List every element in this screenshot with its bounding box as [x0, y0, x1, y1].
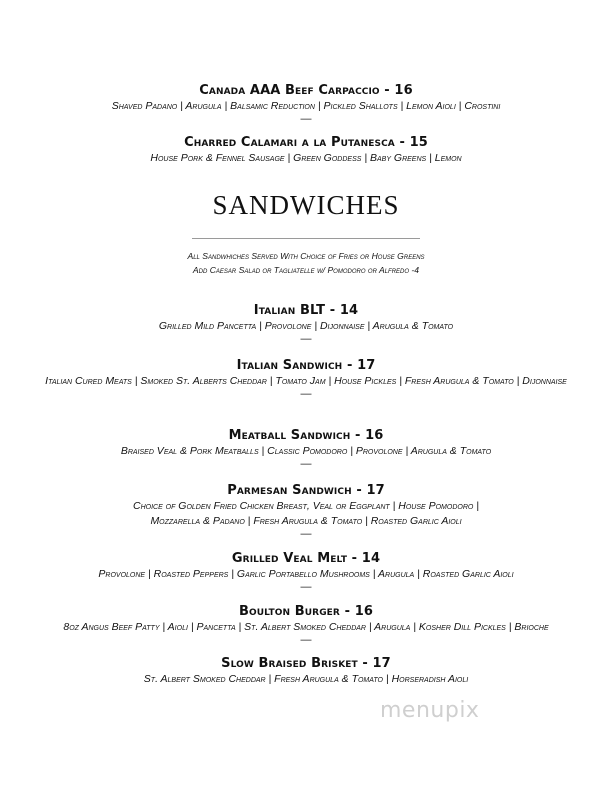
item-description: Provolone | Roasted Peppers | Garlic Portabello Mushrooms | Arugula | Roasted Garlic Aioli	[98, 568, 514, 580]
item-title: Italian BLT - 14	[253, 303, 359, 318]
item-separator: —	[300, 581, 312, 593]
item-description: 8oz Angus Beef Patty | Aioli | Pancetta | St. Albert Smoked Cheddar | Arugula | Kosher Dill Pickles | Brioche	[63, 621, 549, 633]
section-note: Add Caesar Salad or Tagliatelle w/ Pomodoro or Alfredo -4	[192, 265, 420, 275]
item-title: Parmesan Sandwich - 17	[227, 483, 385, 498]
item-description: House Pork & Fennel Sausage | Green Goddess | Baby Greens | Lemon	[150, 152, 462, 164]
item-description: Grilled Mild Pancetta | Provolone | Dijonnaise | Arugula & Tomato	[158, 320, 454, 332]
item-title: Italian Sandwich - 17	[236, 358, 376, 373]
item-title: Canada AAA Beef Carpaccio - 16	[199, 83, 413, 98]
item-description: Choice of Golden Fried Chicken Breast, Veal or Eggplant | House Pomodoro | Mozzarella & Padano | Fresh Arugula & Tomato | Roasted Garlic Aioli	[133, 500, 479, 527]
item-title: Slow Braised Brisket - 17	[221, 656, 391, 671]
item-separator: —	[300, 458, 312, 470]
item-separator: —	[300, 528, 312, 540]
menu-item-parmesan-sandwich	[0, 483, 612, 539]
menu-item-beef-carpaccio	[0, 83, 612, 124]
item-title: Boulton Burger - 16	[238, 604, 373, 619]
item-title: Grilled Veal Melt - 14	[231, 551, 381, 566]
menu-item-slow-braised-brisket	[0, 656, 612, 687]
item-separator: —	[300, 388, 312, 400]
item-title: Meatball Sandwich - 16	[228, 428, 384, 443]
menu-item-italian-sandwich	[0, 358, 612, 399]
item-separator: —	[300, 634, 312, 646]
section-notes	[0, 249, 612, 277]
menu-item-grilled-veal-melt	[0, 551, 612, 592]
section-divider	[192, 238, 420, 239]
section-note: All Sandwhiches Served With Choice of Fries or House Greens	[187, 251, 425, 261]
item-separator: —	[300, 333, 312, 345]
menu-item-boulton-burger	[0, 604, 612, 645]
item-separator: —	[300, 113, 312, 125]
menu-item-italian-blt	[0, 303, 612, 344]
menupix-watermark: menupix	[380, 698, 480, 723]
item-description: St. Albert Smoked Cheddar | Fresh Arugula & Tomato | Horseradish Aioli	[143, 673, 469, 685]
item-description: Shaved Padano | Arugula | Balsamic Reduction | Pickled Shallots | Lemon Aioli | Crostini	[111, 100, 501, 112]
section-heading-sandwiches: SANDWICHES	[212, 190, 400, 220]
item-description: Braised Veal & Pork Meatballs | Classic Pomodoro | Provolone | Arugula & Tomato	[120, 445, 492, 457]
item-description: Italian Cured Meats | Smoked St. Alberts Cheddar | Tomato Jam | House Pickles | Fresh Arugula & Tomato | Dijonnaise	[45, 375, 567, 387]
menu-item-meatball-sandwich	[0, 428, 612, 469]
item-title: Charred Calamari a la Putanesca - 15	[184, 135, 428, 150]
menu-item-charred-calamari	[0, 135, 612, 166]
